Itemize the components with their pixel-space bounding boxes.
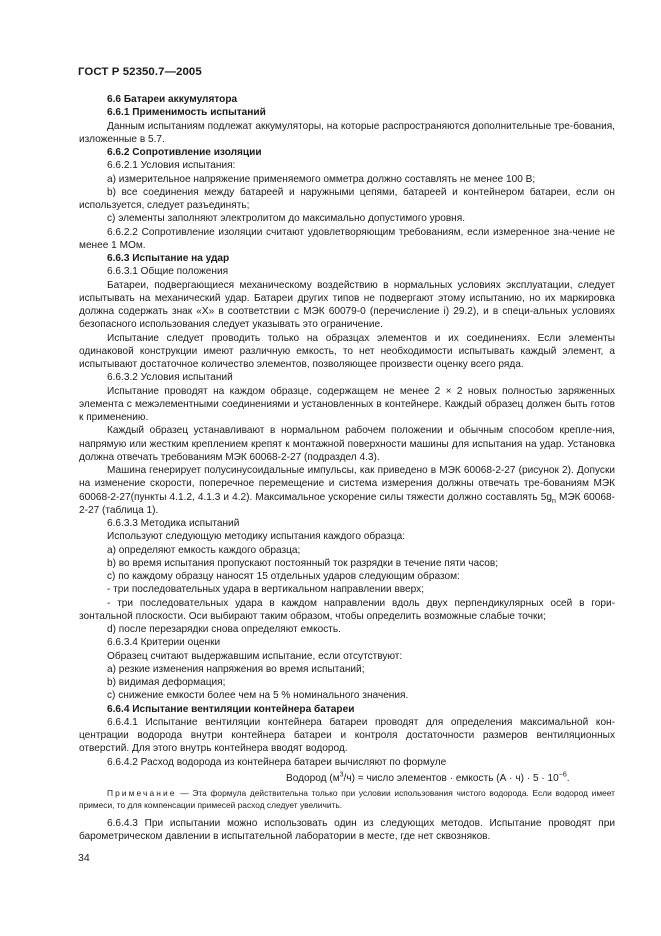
paragraph: 6.6.4.1 Испытание вентиляции контейнера батареи проводят для определения максимальной кон-центрации водорода внутри контейнера батареи и контроля достаточности размеров вентиляционных отверстий. Для этого внутрь контейнера вводят водород. xyxy=(79,716,615,755)
list-item: b) видимая деформация; xyxy=(107,677,226,688)
paragraph: 6.6.3.3 Методика испытаний xyxy=(107,518,240,529)
subsection-heading: 6.6.3 Испытание на удар xyxy=(107,253,230,264)
paragraph: 6.6.3.4 Критерии оценки xyxy=(107,637,221,649)
subsection-heading: 6.6.2 Сопротивление изоляции xyxy=(107,147,262,158)
page-number: 34 xyxy=(78,852,90,864)
note xyxy=(79,788,615,811)
list-item: а) определяют емкость каждого образца; xyxy=(107,544,301,556)
formula-end: . xyxy=(566,772,570,784)
paragraph: Батареи, подвергающиеся механическому воздействию в нормальных условиях эксплуатации, следует испытывать на механический удар. Батареи других типов не подвергают этому испытанию, но их маркировка должна содержать знак «Х» в соответствии с МЭК 60079-0 (перечисление i) 29.2), и в специ-альных условиях безопасного использования следует указывать это ограничение. xyxy=(79,279,615,331)
paragraph: 6.6.4.3 При испытании можно использовать один из следующих методов. Испытание проводят при барометрическом давлении в испытательной лаборатории в месте, где нет сквозняков. xyxy=(79,818,615,843)
subscript: n xyxy=(551,497,556,505)
list-item: с) снижение емкости более чем на 5 % номинального значения. xyxy=(107,690,409,702)
paragraph: Каждый образец устанавливают в нормальном рабочем положении и обычным способом крепле-ния, напрямую или жестким креплением крепят к монтажной поверхности машины для испытания на удар. Установка должна отвечать требованиям МЭК 60068-2-27 (подраздел 4.3). xyxy=(79,425,615,463)
paragraph: Используют следующую методику испытания каждого образца: xyxy=(107,531,406,543)
paragraph-tail: МЭК 60068-2-27 (таблица 1). xyxy=(79,491,615,516)
formula-superscript: 3 xyxy=(339,771,344,779)
paragraph: 6.6.2.1 Условия испытания: xyxy=(107,160,236,172)
list-item: b) все соединения между батареей и наружными цепями, батареей и контейнером батареи, если он используется, следует разъединять; xyxy=(79,186,615,211)
list-item: а) резкие изменения напряжения во время испытаний; xyxy=(107,663,365,675)
subsection-heading: 6.6.4 Испытание вентиляции контейнера батареи xyxy=(107,703,355,715)
paragraph: Образец считают выдержавшим испытание, если отсутствуют: xyxy=(107,650,403,662)
document-body xyxy=(79,93,615,844)
paragraph: Испытание следует проводить только на образцах элементов и их соединениях. Если элементы одинаковой конструкции имеют различную емкость, то нет необходимости испытывать каждый элемент, а испытывают достаточное количество элементов, позволяющее произвести оценку всего ряда. xyxy=(79,332,615,370)
formula-lead: Водород (м xyxy=(286,772,340,784)
document-header: ГОСТ Р 52350.7—2005 xyxy=(78,66,202,78)
paragraph: Испытание проводят на каждом образце, содержащем не менее 2 × 2 новых полностью заряженных элемента с межэлементными соединениями и установленных в контейнере. Каждый образец должен быть готов к применению. xyxy=(79,385,615,423)
paragraph: 6.6.4.2 Расход водорода из контейнера батареи вычисляют по формуле xyxy=(107,756,447,768)
note-label: Примечание xyxy=(107,788,177,798)
paragraph-text: Машина генерирует полусинусоидальные импульсы, как приведено в МЭК 60068-2-27 (рисунок 2). Допуски на изменение скорости, поперечное перемещение и система измерения должны отвечать тре-бованиям МЭК 60068-2-27(пункты 4.1.2, 4.1.3 и 4.2). Максимальное ускорение силы тяжести должно составлять 5g xyxy=(79,465,615,503)
paragraph: 6.6.3.1 Общие положения xyxy=(107,266,229,278)
paragraph-with-subscript xyxy=(79,464,615,517)
note-text: — Эта формула действительна только при условии использования чистого водорода. Если водород имеет примеси, то для компенсации примесей расход следует увеличить. xyxy=(79,788,615,810)
list-item: - три последовательных удара в каждом направлении вдоль двух перпендикулярных осей в гори-зонтальной плоскости. Оси выбирают таким образом, чтобы определить возможные слабые точки; xyxy=(79,597,615,622)
list-item: а) измерительное напряжение применяемого омметра должно составлять не менее 100 В; xyxy=(107,173,536,185)
formula-mid: /ч) = число элементов · емкость (А · ч) · 5 · 10 xyxy=(343,772,559,784)
list-item: b) во время испытания пропускают постоянный ток разрядки в течение пяти часов; xyxy=(107,557,499,569)
subsection-heading: 6.6.1 Применимость испытаний xyxy=(107,107,266,119)
paragraph: Данным испытаниям подлежат аккумуляторы, на которые распространяются дополнительные тре-бования, изложенные в 5.7. xyxy=(79,120,615,145)
list-item: с) по каждому образцу наносят 15 отдельных ударов следующим образом: xyxy=(107,571,460,582)
list-item: - три последовательных удара в вертикальном направлении вверх; xyxy=(107,584,425,596)
hydrogen-flow-formula xyxy=(79,772,615,785)
paragraph: 6.6.2.2 Сопротивление изоляции считают удовлетворяющим требованиям, если измеренное зна-чение не менее 1 МОм. xyxy=(79,226,615,251)
formula-exponent: −6 xyxy=(558,771,567,779)
list-item: с) элементы заполняют электролитом до максимально допустимого уровня. xyxy=(107,213,466,225)
section-heading: 6.6 Батареи аккумулятора xyxy=(107,94,238,105)
list-item: d) после перезарядки снова определяют емкость. xyxy=(107,624,341,635)
paragraph: 6.6.3.2 Условия испытаний xyxy=(107,372,233,384)
